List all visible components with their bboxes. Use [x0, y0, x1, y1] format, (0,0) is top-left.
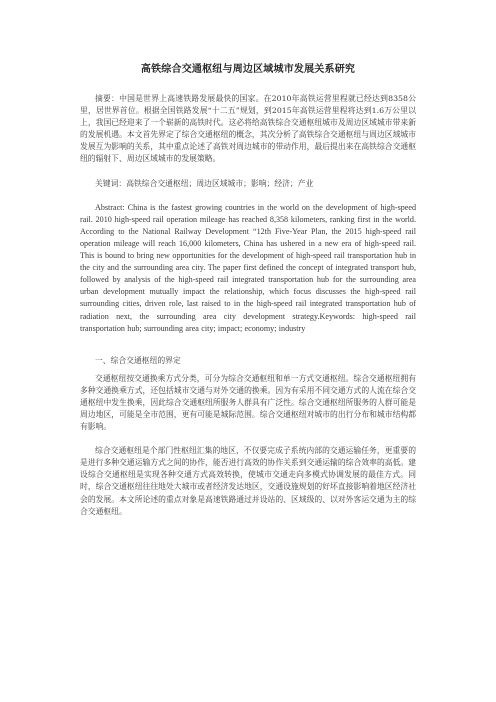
abstract-en-label: Abstract: — [95, 202, 125, 212]
abstract-cn — [80, 93, 416, 166]
section-1-heading: 一、综合交通枢纽的界定 — [95, 355, 181, 365]
keywords-cn — [80, 178, 416, 190]
keywords-cn-label: 关键词： — [95, 178, 127, 188]
abstract-en-text: China is the fastest growing countries in the world on the development of high-speed rail. 2010 high-speed rail operation mileage has reached 8,358 kilometers, ranking first in the world. According to the National Railway Development “12th Five-Year Plan, the 2015 high-speed rail operation mileage will reach 16,000 kilometers, China has ushered in a new era of high-speed rail. This is bound to bring new opportunities for the development of high-speed rail transportation hub in the city and the surrounding area city. The paper first defined the concept of integrated transport hub, followed by analysis of the high-speed rail integrated transportation hub for the surrounding area urban development mutually impact the relationship, which focus discusses the high-speed rail surrounding cities, driven role, last raised to in the high-speed rail integrated transportation hub of radiation next, the surrounding area city development strategy. — [80, 202, 416, 321]
section-1-paragraph-1: 交通枢纽按交通换乘方式分类，可分为综合交通枢纽和单一方式交通枢纽。综合交通枢纽拥有多种交通换乘方式，还包括城市交通与对外交通的换乘。因为有采用不同交通方式的人流在综合交通枢纽中发生换乘，因此综合交通枢纽所服务人群具有广泛性。综合交通枢纽所服务的人群可能是周边地区，可能是全市范围，更有可能是城际范围。综合交通枢纽对城市的出行分布和城市结构都有影响。 — [80, 373, 416, 432]
section-1-paragraph-2: 综合交通枢纽是个部门性枢纽汇集的地区，不仅要完成子系统内部的交通运输任务，更重要的是进行多种交通运输方式之间的协作，能否进行高效的协作关系到交通运输的综合效率的高低。建设综合交通枢纽是实现各种交通方式高效转换，使城市交通走向多模式协调发展的最佳方式。同时，综合交通枢纽往往地处大城市或者经济发达地区，交通设施规划的好坏直接影响着地区经济社会的发展。本文所论述的重点对象是高速铁路通过并设站的、区域级的、以对外客运交通为主的综合交通枢纽。 — [80, 446, 416, 516]
abstract-cn-label: 摘要： — [95, 94, 120, 103]
document-title: 高铁综合交通枢纽与周边区域城市发展关系研究 — [140, 64, 356, 75]
abstract-cn-text: 中国是世界上高速铁路发展最快的国家。在2010年高铁运营里程就已经达到8358公里，居世界首位。根据全国铁路发展“十二五”规划，到2015年高铁运营里程将达到1.6万公里以上，我国已经迎来了一个崭新的高铁时代。这必将给高铁综合交通枢纽城市及周边区域城市带来新的发展机遇。本文首先界定了综合交通枢纽的概念，其次分析了高铁综合交通枢纽与周边区域城市发展互为影响的关系，其中重点论述了高铁对周边城市的带动作用，最后提出来在高铁综合交通枢纽的辐射下、周边区域城市的发展策略。 — [80, 94, 416, 164]
document-page — [80, 60, 416, 518]
keywords-en-text: high-speed rail transportation hub; surrounding area city; impact; economy; industry — [80, 311, 416, 333]
keywords-en-label: Keywords: — [319, 311, 356, 321]
abstract-en — [80, 202, 416, 335]
keywords-cn-text: 高铁综合交通枢纽；周边区域城市；影响；经济；产业 — [126, 178, 314, 188]
